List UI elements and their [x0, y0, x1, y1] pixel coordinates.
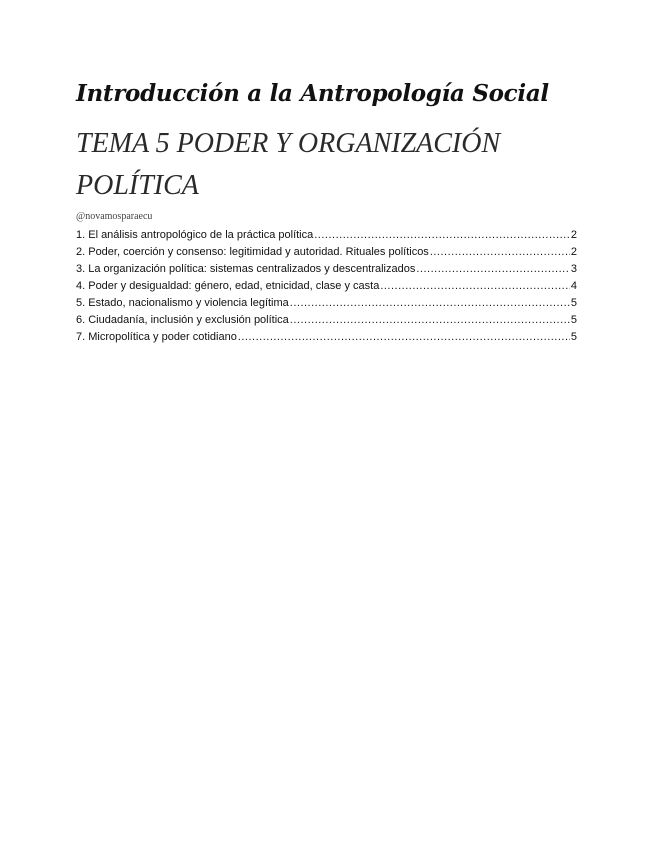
toc-entry-4[interactable]: [76, 280, 577, 297]
author-handle: @novamosparaecu: [76, 211, 153, 222]
toc-entry-2[interactable]: [76, 246, 577, 263]
toc-entry-page: 3: [570, 263, 577, 275]
toc-entry-6[interactable]: [76, 314, 577, 331]
toc-entry-page: 5: [570, 314, 577, 326]
toc-entry-page: 2: [570, 246, 577, 258]
toc-dot-leader: [430, 246, 570, 258]
course-title: Introducción a la Antropología Social: [76, 80, 549, 107]
toc-dot-leader: [314, 229, 570, 241]
toc-entry-title: 7. Micropolítica y poder cotidiano: [76, 331, 237, 343]
toc-entry-page: 2: [570, 229, 577, 241]
toc-entry-title: 3. La organización política: sistemas centralizados y descentralizados: [76, 263, 416, 275]
toc-dot-leader: [238, 331, 570, 343]
toc-dot-leader: [416, 263, 570, 275]
toc-entry-title: 5. Estado, nacionalismo y violencia legítima: [76, 297, 289, 309]
toc-entry-page: 5: [570, 331, 577, 343]
toc-entry-3[interactable]: [76, 263, 577, 280]
table-of-contents: [76, 229, 577, 348]
toc-entry-title: 1. El análisis antropológico de la práctica política: [76, 229, 314, 241]
toc-dot-leader: [290, 314, 570, 326]
toc-entry-page: 5: [570, 297, 577, 309]
toc-entry-page: 4: [570, 280, 577, 292]
toc-entry-title: 4. Poder y desigualdad: género, edad, etnicidad, clase y casta: [76, 280, 380, 292]
toc-entry-5[interactable]: [76, 297, 577, 314]
toc-entry-title: 2. Poder, coerción y consenso: legitimidad y autoridad. Rituales políticos: [76, 246, 429, 258]
toc-entry-title: 6. Ciudadanía, inclusión y exclusión política: [76, 314, 289, 326]
toc-entry-7[interactable]: [76, 331, 577, 348]
toc-entry-1[interactable]: [76, 229, 577, 246]
toc-dot-leader: [380, 280, 570, 292]
toc-dot-leader: [290, 297, 570, 309]
topic-title: TEMA 5 PODER Y ORGANIZACIÓN POLÍTICA: [76, 128, 501, 201]
